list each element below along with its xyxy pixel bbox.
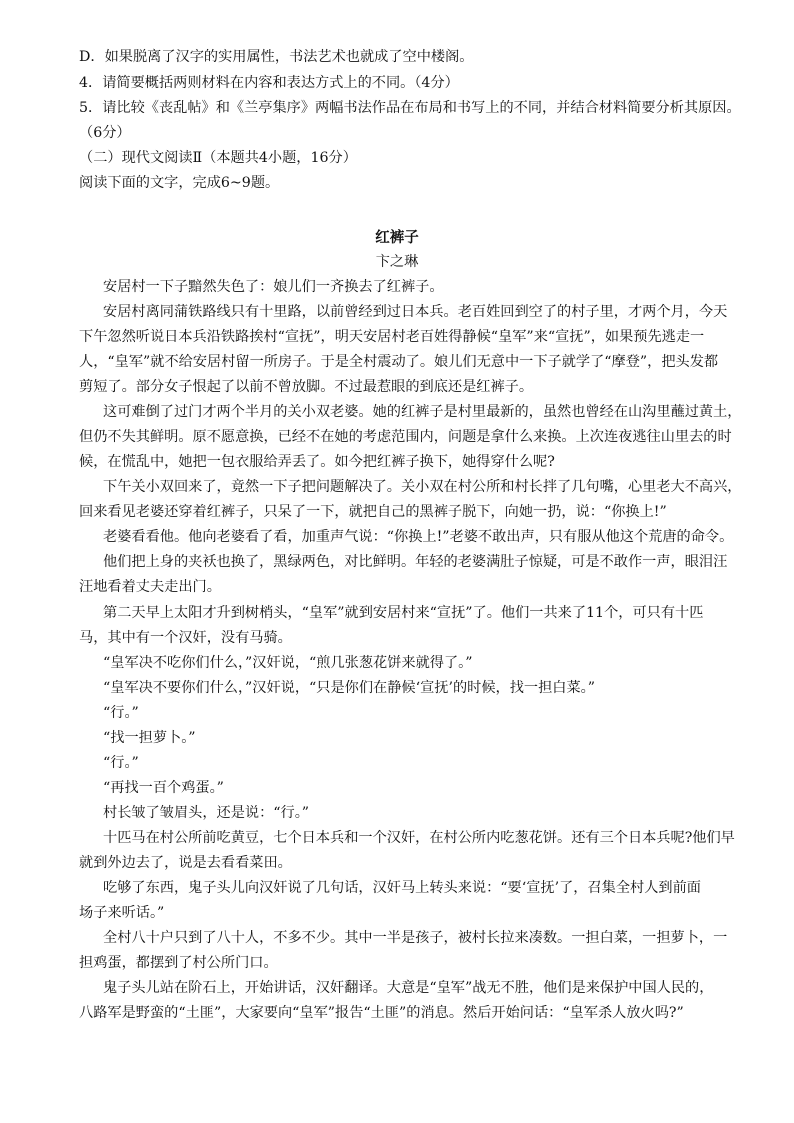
paragraph-3-line-3: 候，在慌乱中，她把一包衣服给弄丢了。如今把红裤子换下，她得穿什么呢? [79, 454, 555, 470]
paragraph-7-line-2: 马，其中有一个汉奸，没有马骑。 [79, 630, 292, 646]
dialogue-3: “行。” [103, 705, 139, 721]
reading-instruction: 阅读下面的文字，完成6~9题。 [79, 175, 280, 191]
paragraph-3-line-1: 这可难倒了过门才两个半月的关小双老婆。她的红裤子是村里最新的，虽然也曾经在山沟里蘸过黄土， [103, 404, 742, 420]
paragraph-1-line-1: 安居村一下子黯然失色了：娘儿们一齐换去了红裤子。 [103, 279, 444, 295]
dialogue-2: “皇军决不要你们什么，”汉奸说，“只是你们在静候‘宣抚’的时候，找一担白菜。” [103, 680, 596, 696]
paragraph-4-line-2: 回来看见老婆还穿着红裤子，只呆了一下，就把自己的黑裤子脱下，向她一扔，说：“你换上!” [79, 504, 667, 520]
paragraph-11-line-2: 担鸡蛋，都摆到了村公所门口。 [79, 955, 278, 971]
paragraph-9-line-2: 就到外边去了，说是去看看菜田。 [79, 855, 292, 871]
paragraph-3-line-2: 但仍不失其鲜明。原不愿意换，已经不在她的考虑范围内，问题是拿什么来换。上次连夜逃往山里去的时 [79, 429, 732, 445]
article-author: 卞之琳 [375, 254, 419, 270]
question-4: 4．请简要概括两则材料在内容和表达方式上的不同。（4分） [79, 75, 459, 91]
paragraph-7-line-1: 第二天早上太阳才升到树梢头，“皇军”就到安居村来“宣抚”了。他们一共来了11个，可只有十匹 [103, 605, 704, 621]
dialogue-5: “行。” [103, 755, 139, 771]
paragraph-2-line-4: 剪短了。部分女子恨起了以前不曾放脚。不过最惹眼的到底还是红裤子。 [79, 379, 534, 395]
paragraph-4-line-1: 下午关小双回来了，竟然一下子把问题解决了。关小双在村公所和村长拌了几句嘴，心里老大不高兴， [103, 479, 742, 495]
dialogue-4: “找一担萝卜。” [103, 730, 196, 746]
paragraph-2-line-2: 下午忽然听说日本兵沿铁路挨村“宣抚”，明天安居村老百姓得静候“皇军”来“宣抚”，如果预先逃走一 [79, 329, 705, 345]
article-title: 红裤子 [375, 229, 419, 246]
paragraph-5-line-1: 老婆看看他。他向老婆看了看，加重声气说：“你换上!”老婆不敢出声，只有服从他这个荒唐的命令。 [103, 529, 734, 545]
paragraph-9-line-1: 十匹马在村公所前吃黄豆，七个日本兵和一个汉奸，在村公所内吃葱花饼。还有三个日本兵呢?他们早 [103, 830, 735, 846]
dialogue-1: “皇军决不吃你们什么，”汉奸说，“煎几张葱花饼来就得了。” [103, 655, 473, 671]
paragraph-2-line-1: 安居村离同蒲铁路线只有十里路，以前曾经到过日本兵。老百姓回到空了的村子里，才两个月，今天 [103, 304, 728, 320]
paragraph-10-line-1: 吃够了东西，鬼子头儿向汉奸说了几句话，汉奸马上转头来说：“要‘宣抚’了，召集全村人到前面 [103, 880, 701, 896]
paragraph-11-line-1: 全村八十户只到了八十人，不多不少。其中一半是孩子，被村长拉来凑数。一担白菜，一担萝卜，一 [103, 930, 728, 946]
paragraph-12-line-1: 鬼子头儿站在阶石上，开始讲话，汉奸翻译。大意是“皇军”战无不胜，他们是来保护中国人民的， [103, 980, 714, 996]
option-d: D．如果脱离了汉字的实用属性，书法艺术也就成了空中楼阁。 [79, 49, 474, 65]
section-heading: （二）现代文阅读Ⅱ（本题共4小题，16分） [79, 150, 357, 166]
paragraph-10-line-2: 场子来听话。” [79, 905, 165, 921]
paragraph-6-line-2: 汪地看着丈夫走出门。 [79, 579, 221, 595]
question-5-score: （6分） [79, 125, 131, 141]
paragraph-6-line-1: 他们把上身的夹袄也换了，黑绿两色，对比鲜明。年轻的老婆满肚子惊疑，可是不敢作一声，眼泪汪 [103, 554, 728, 570]
paragraph-2-line-3: 人，“皇军”就不给安居村留一所房子。于是全村震动了。娘儿们无意中一下子就学了“摩登”，把头发都 [79, 354, 719, 370]
question-5: 5．请比较《丧乱帖》和《兰亭集序》两幅书法作品在布局和书写上的不同，并结合材料简要分析其原因。 [79, 100, 741, 116]
paragraph-12-line-2: 八路军是野蛮的“土匪”，大家要向“皇军”报告“土匪”的消息。然后开始问话：“皇军杀人放火吗?” [79, 1005, 684, 1021]
paragraph-8-line-1: 村长皱了皱眉头，还是说：“行。” [103, 805, 310, 821]
dialogue-6: “再找一百个鸡蛋。” [103, 780, 224, 796]
